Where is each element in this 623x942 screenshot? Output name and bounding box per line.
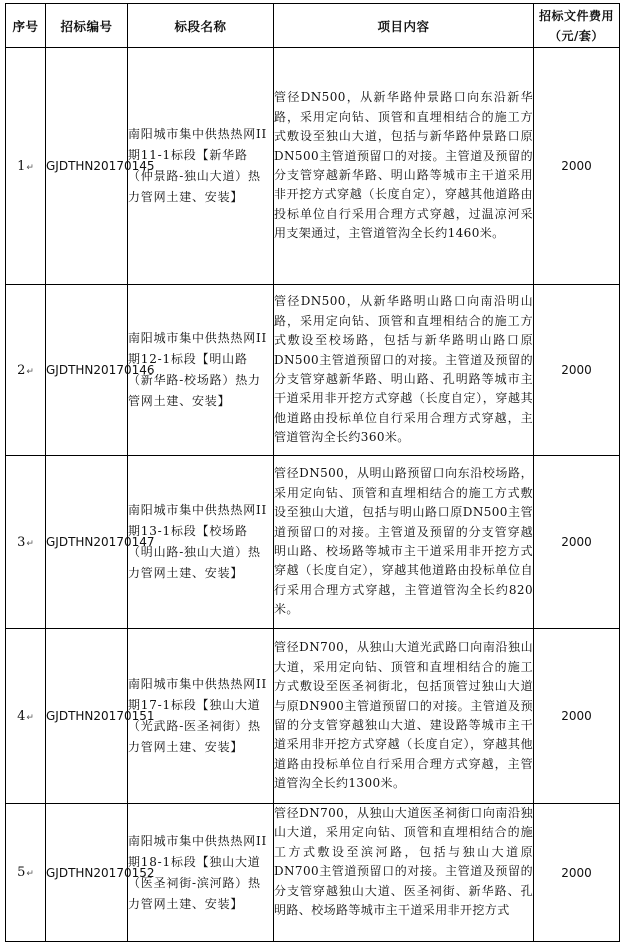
cell-content: 管径DN500，从新华路明山路口向南沿明山路，采用定向钻、顶管和直埋相结合的施工方式敷设至校场路，包括与新华路明山路口原DN500主管道预留口的对接。主管道及预留的分支管穿越新华路、明山路、孔明路等城市主干道采用非开挖方式穿越（长度自定），穿越其他道路由投标单位自行采用合理方式穿越，主管道管沟全长约360米。 <box>274 285 534 456</box>
cell-content: 管径DN500，从明山路预留口向东沿校场路，采用定向钻、顶管和直埋相结合的施工方式敷设至独山大道，包括与明山路口原DN500主管道预留口的对接。主管道及预留的分支管穿越明山路、校场路等城市主干道采用非开挖方式穿越（长度自定），穿越其他道路由投标单位自行采用合理方式穿越，主管道管沟全长约820米。 <box>274 456 534 629</box>
cell-fee: 2000 <box>534 804 620 942</box>
row-number: 2 <box>17 362 26 378</box>
cell-section: 南阳城市集中供热热网II期17-1标段【独山大道（光武路-医圣祠街）热力管网土建、安装】 <box>128 629 274 804</box>
header-content: 项目内容 <box>274 4 534 48</box>
row-number: 5 <box>17 865 26 880</box>
paragraph-mark-icon: ↵ <box>26 538 34 549</box>
cell-fee: 2000 <box>534 285 620 456</box>
header-no: 序号 <box>6 4 46 48</box>
header-section: 标段名称 <box>128 4 274 48</box>
cell-code: GJDTHN20170145 <box>46 48 128 285</box>
table-row <box>6 48 620 285</box>
tender-table <box>5 3 620 942</box>
paragraph-mark-icon: ↵ <box>26 162 34 173</box>
cell-no <box>6 804 46 942</box>
cell-code: GJDTHN20170152 <box>46 804 128 942</box>
header-fee: 招标文件费用（元/套） <box>534 4 620 48</box>
header-code: 招标编号 <box>46 4 128 48</box>
paragraph-mark-icon: ↵ <box>26 712 34 723</box>
cell-content <box>274 804 534 942</box>
cell-fee: 2000 <box>534 629 620 804</box>
table-row <box>6 804 620 942</box>
cell-code: GJDTHN20170147 <box>46 456 128 629</box>
cell-section: 南阳城市集中供热热网II期13-1标段【校场路（明山路-独山大道）热力管网土建、安装】 <box>128 456 274 629</box>
cell-code: GJDTHN20170146 <box>46 285 128 456</box>
cell-section: 南阳城市集中供热热网II期18-1标段【独山大道（医圣祠街-滨河路）热力管网土建、安装】 <box>128 804 274 942</box>
cell-no <box>6 629 46 804</box>
cell-fee: 2000 <box>534 48 620 285</box>
row-number: 3 <box>17 534 26 550</box>
cell-no <box>6 285 46 456</box>
cell-section: 南阳城市集中供热热网II期11-1标段【新华路（仲景路-独山大道）热力管网土建、安装】 <box>128 48 274 285</box>
cell-content: 管径DN700，从独山大道光武路口向南沿独山大道，采用定向钻、顶管和直埋相结合的施工方式敷设至医圣祠街北，包括顶管过独山大道与原DN900主管道预留口的对接。主管道及预留的分支管穿越独山大道、建设路等城市主干道采用非开挖方式穿越（长度自定），穿越其他道路由投标单位自行采用合理方式穿越，主管道管沟全长约1300米。 <box>274 629 534 804</box>
table-row <box>6 285 620 456</box>
cell-no <box>6 456 46 629</box>
cell-section: 南阳城市集中供热热网II期12-1标段【明山路（新华路-校场路）热力管网土建、安装】 <box>128 285 274 456</box>
table-row <box>6 456 620 629</box>
table-header-row <box>6 4 620 48</box>
cell-content-text: 管径DN700，从独山大道医圣祠街口向南沿独山大道，采用定向钻、顶管和直埋相结合的施工方式敷设至滨河路，包括与独山大道原DN700主管道预留口的对接。主管道及预留的分支管穿越独山大道、医圣祠街、新华路、孔明路、校场路等城市主干道采用非开挖方式 <box>274 806 533 918</box>
row-number: 4 <box>17 708 26 724</box>
cell-code: GJDTHN20170151 <box>46 629 128 804</box>
cell-content: 管径DN500，从新华路仲景路口向东沿新华路，采用定向钻、顶管和直埋相结合的施工方式敷设至独山大道，包括与新华路仲景路口原DN500主管道预留口的对接。主管道及预留的分支管穿越新华路、明山路等城市主干道采用非开挖方式穿越（长度自定），穿越其他道路由投标单位自行采用合理方式穿越，过温凉河采用支架通过，主管道管沟全长约1460米。 <box>274 48 534 285</box>
paragraph-mark-icon: ↵ <box>26 869 34 879</box>
table-row <box>6 629 620 804</box>
row-number: 1 <box>17 158 26 174</box>
cell-fee: 2000 <box>534 456 620 629</box>
cell-no <box>6 48 46 285</box>
paragraph-mark-icon: ↵ <box>26 366 34 377</box>
